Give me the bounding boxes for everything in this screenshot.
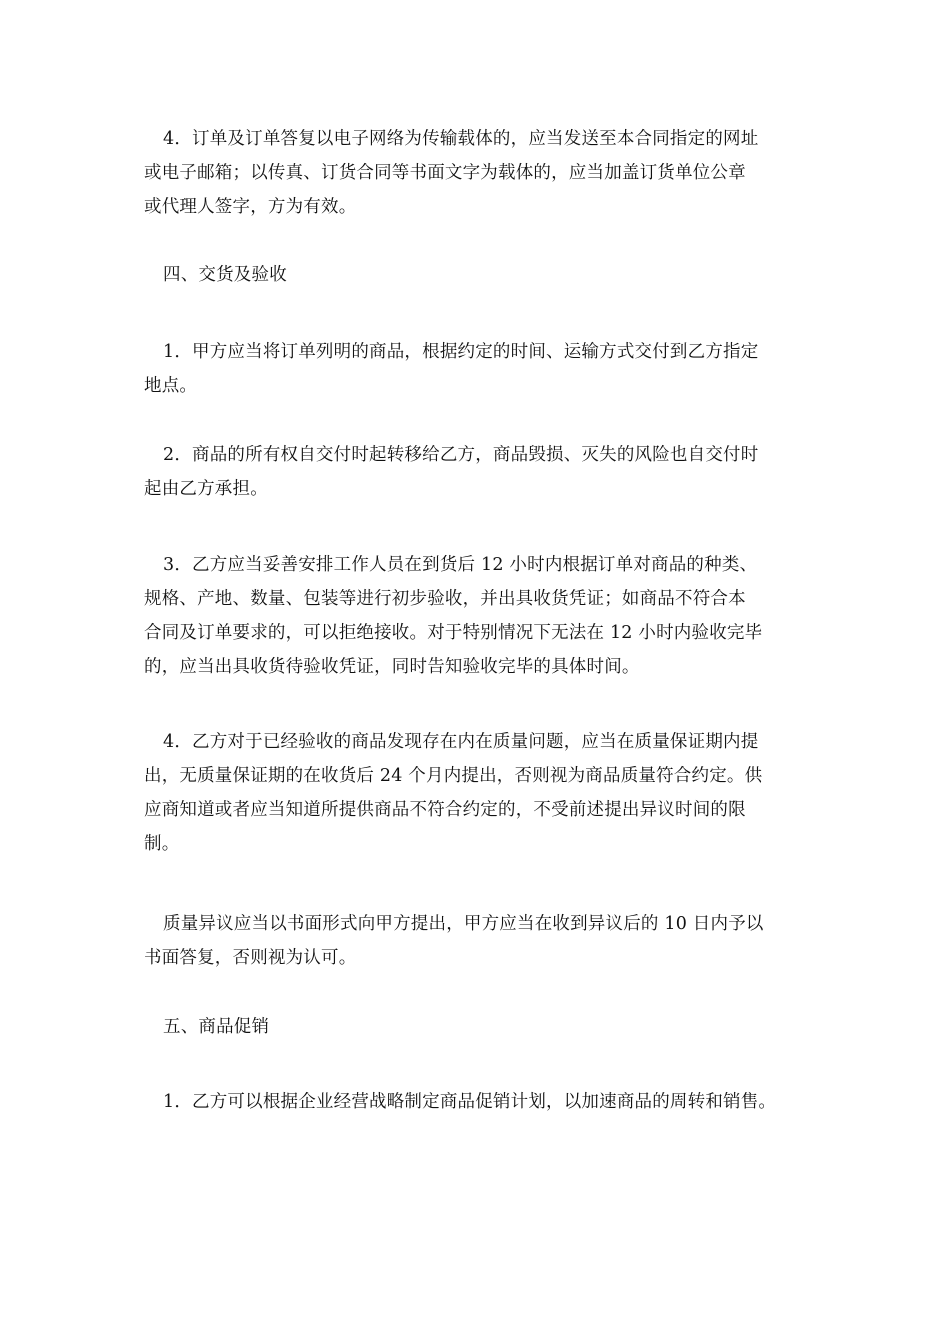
promotion-clause-1: 1．乙方可以根据企业经营战略制定商品促销计划，以加速商品的周转和销售。: [163, 1092, 777, 1112]
delivery-clause-3-line-2: 规格、产地、数量、包装等进行初步验收，并出具收货凭证；如商品不符合本: [144, 589, 746, 609]
delivery-clause-4-line-1: 4．乙方对于已经验收的商品发现存在内在质量问题，应当在质量保证期内提: [163, 732, 759, 752]
delivery-clause-3-line-4: 的，应当出具收货待验收凭证，同时告知验收完毕的具体时间。: [144, 657, 640, 677]
delivery-clause-3-line-1: 3．乙方应当妥善安排工作人员在到货后 12 小时内根据订单对商品的种类、: [163, 555, 758, 575]
paragraph-4-line-2: 或电子邮箱；以传真、订货合同等书面文字为载体的，应当加盖订货单位公章: [144, 163, 746, 183]
section-heading-promotion: 五、商品促销: [163, 1017, 270, 1037]
delivery-clause-2-line-2: 起由乙方承担。: [144, 479, 268, 499]
delivery-clause-1-line-1: 1．甲方应当将订单列明的商品，根据约定的时间、运输方式交付到乙方指定: [163, 342, 759, 362]
quality-objection-line-1: 质量异议应当以书面形式向甲方提出，甲方应当在收到异议后的 10 日内予以: [163, 914, 764, 934]
delivery-clause-2-line-1: 2．商品的所有权自交付时起转移给乙方，商品毁损、灭失的风险也自交付时: [163, 445, 759, 465]
paragraph-4-line-3: 或代理人签字，方为有效。: [144, 197, 357, 217]
delivery-clause-4-line-2: 出，无质量保证期的在收货后 24 个月内提出，否则视为商品质量符合约定。供: [144, 766, 763, 786]
paragraph-4-line-1: 4．订单及订单答复以电子网络为传输载体的，应当发送至本合同指定的网址: [163, 129, 759, 149]
delivery-clause-1-line-2: 地点。: [144, 376, 198, 396]
delivery-clause-4-line-3: 应商知道或者应当知道所提供商品不符合约定的，不受前述提出异议时间的限: [144, 800, 746, 820]
delivery-clause-3-line-3: 合同及订单要求的，可以拒绝接收。对于特别情况下无法在 12 小时内验收完毕: [144, 623, 763, 643]
section-heading-delivery: 四、交货及验收: [163, 265, 287, 285]
delivery-clause-4-line-4: 制。: [144, 834, 180, 854]
quality-objection-line-2: 书面答复，否则视为认可。: [144, 948, 357, 968]
